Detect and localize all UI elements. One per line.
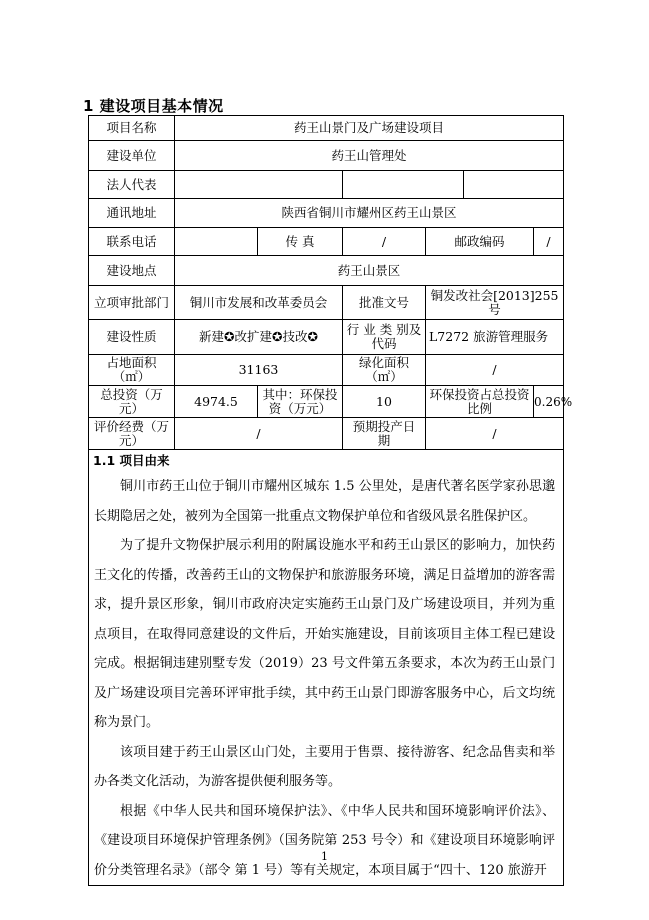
- area-value: 31163: [175, 355, 343, 386]
- subsection-title: 1.1 项目由来: [93, 453, 170, 468]
- expected-label: 预期投产日 期: [343, 418, 426, 450]
- eval-cost-label: 评价经费（万元）: [89, 418, 175, 450]
- env-invest-value: 10: [343, 386, 426, 418]
- project-name-value: 药王山景门及广场建设项目: [175, 116, 564, 141]
- invest-value: 4974.5: [175, 386, 258, 418]
- approval-dept-label: 立项审批部门: [89, 286, 175, 320]
- site-value: 药王山景区: [175, 256, 564, 286]
- project-origin-section: [89, 450, 564, 886]
- legal-rep-contact-label: [343, 171, 464, 199]
- env-ratio-value: 0.26%: [534, 386, 564, 418]
- approval-dept-value: 铜川市发展和改革委员会: [175, 286, 343, 320]
- legal-rep-label: 法人代表: [89, 171, 175, 199]
- green-value: /: [426, 355, 564, 386]
- env-invest-label: 其中：环保投资（万元）: [258, 386, 343, 418]
- legal-rep-contact-value: [464, 171, 564, 199]
- industry-value: L7272 旅游管理服务: [426, 320, 564, 355]
- nature-label: 建设性质: [89, 320, 175, 355]
- paragraph-3: 该项目建于药王山景区山门处，主要用于售票、接待游客、纪念品售卖和举办各类文化活动，为游客提供便利服务等。: [94, 744, 556, 789]
- project-info-table: [88, 115, 573, 886]
- expected-value: /: [426, 418, 564, 450]
- project-name-label: 项目名称: [89, 116, 175, 141]
- invest-label: 总投资（万元）: [89, 386, 175, 418]
- address-label: 通讯地址: [89, 199, 175, 228]
- builder-label: 建设单位: [89, 141, 175, 171]
- area-label: 占地面积（㎡）: [89, 355, 175, 386]
- postcode-label: 邮政编码: [426, 228, 534, 256]
- env-ratio-label: 环保投资占总投资比例: [426, 386, 534, 418]
- legal-rep-value: [175, 171, 343, 199]
- paragraph-1: 铜川市药王山位于铜川市耀州区城东 1.5 公里处，是唐代著名医学家孙思邈长期隐居之处，被列为全国第一批重点文物保护单位和省级风景名胜保护区。: [94, 479, 556, 524]
- fax-value: /: [343, 228, 426, 256]
- paragraph-4: 根据《中华人民共和国环境保护法》、《中华人民共和国环境影响评价法》、《建设项目环境保护管理条例》（国务院第 253 号令）和《建设项目环境影响评价分类管理名录》（部令 第 1 号）等有关规定，本项目属于“四十、120 旅游开: [94, 803, 556, 878]
- eval-cost-value: /: [175, 418, 343, 450]
- paragraph-2: 为了提升文物保护展示利用的附属设施水平和药王山景区的影响力，加快药王文化的传播，改善药王山的文物保护和旅游服务环境，满足日益增加的游客需求，提升景区形象，铜川市政府决定实施药王山景门及广场建设项目，并列为重点项目，在取得同意建设的文件后，开始实施建设，目前该项目主体工程已建设完成。根据铜违建别墅专发（2019）23 号文件第五条要求，本次为药王山景门及广场建设项目完善环评审批手续，其中药王山景门即游客服务中心，后文均统称为景门。: [94, 538, 556, 730]
- section-heading: 1 建设项目基本情况: [83, 97, 224, 115]
- page-number: 1: [321, 850, 328, 863]
- approval-no-value: 铜发改社会[2013]255 号: [426, 286, 564, 320]
- nature-value: 新建✪改扩建✪技改✪: [175, 320, 343, 355]
- address-value: 陕西省铜川市耀州区药王山景区: [175, 199, 564, 228]
- fax-label: 传 真: [258, 228, 343, 256]
- postcode-value: /: [534, 228, 564, 256]
- phone-value: [175, 228, 258, 256]
- site-label: 建设地点: [89, 256, 175, 286]
- approval-no-label: 批准文号: [343, 286, 426, 320]
- green-label: 绿化面积（㎡）: [343, 355, 426, 386]
- builder-value: 药王山管理处: [175, 141, 564, 171]
- phone-label: 联系电话: [89, 228, 175, 256]
- industry-label: 行 业 类 别及代码: [343, 320, 426, 355]
